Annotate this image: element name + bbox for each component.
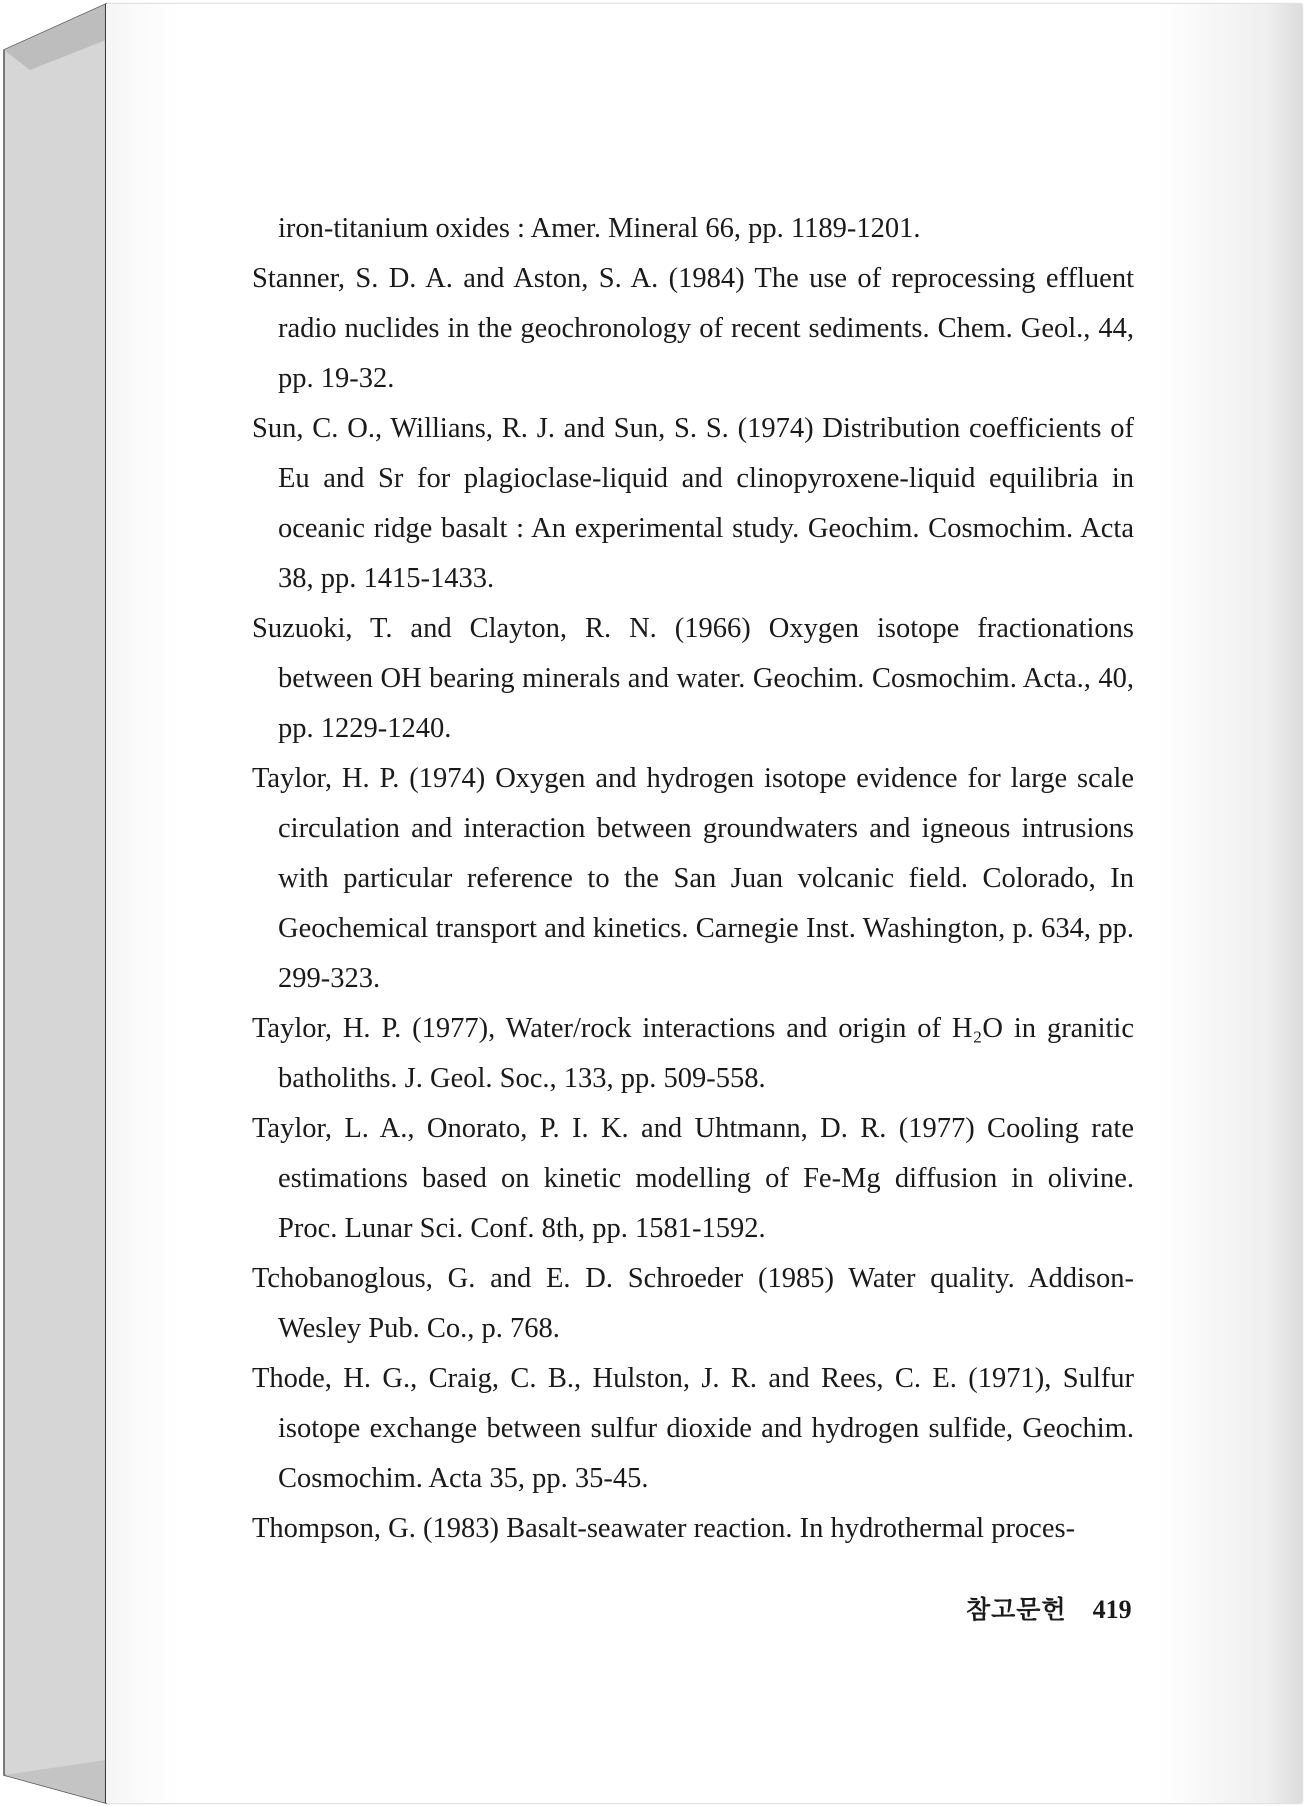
reference-entry-taylor-la: Taylor, L. A., Onorato, P. I. K. and Uhtmann, D. R. (1977) Cooling rate estimations based on kinetic modelling of Fe-Mg diffusion in olivine. Proc. Lunar Sci. Conf. 8th, pp. 1581-1592. bbox=[252, 1113, 1134, 1244]
reference-entry-stanner: Stanner, S. D. A. and Aston, S. A. (1984) The use of reprocessing effluent radio nuclides in the geochronology of recent sediments. Chem. Geol., 44, pp. 19-32. bbox=[252, 263, 1134, 394]
reference-entry-taylor-1974: Taylor, H. P. (1974) Oxygen and hydrogen isotope evidence for large scale circulation and interaction between groundwaters and igneous intrusions with particular reference to the San Juan volcanic field. Colorado, In Geochemical transport and kinetics. Carnegie Inst. Washington, p. 634, pp. 299-323. bbox=[252, 763, 1134, 994]
page-number: 419 bbox=[1092, 1595, 1132, 1624]
running-head: 참고문헌 bbox=[966, 1595, 1067, 1624]
page-footer bbox=[966, 1590, 1132, 1626]
reference-entry-thode: Thode, H. G., Craig, C. B., Hulston, J. R. and Rees, C. E. (1971), Sulfur isotope exchange between sulfur dioxide and hydrogen sulfide, Geochim. Cosmochim. Acta 35, pp. 35-45. bbox=[252, 1363, 1134, 1494]
reference-list bbox=[252, 204, 1134, 1554]
reference-entry-taylor-1977: Taylor, H. P. (1977), Water/rock interactions and origin of H₂O in granitic batholiths. J. Geol. Soc., 133, pp. 509-558. bbox=[252, 1013, 1134, 1094]
reference-entry-tchobanoglous: Tchobanoglous, G. and E. D. Schroeder (1985) Water quality. Addison-Wesley Pub. Co., p. 768. bbox=[252, 1263, 1134, 1344]
reference-entry-suzuoki: Suzuoki, T. and Clayton, R. N. (1966) Oxygen isotope fractionations between OH bearing minerals and water. Geochim. Cosmochim. Acta., 40, pp. 1229-1240. bbox=[252, 613, 1134, 744]
reference-entry-thompson: Thompson, G. (1983) Basalt-seawater reaction. In hydrothermal proces- bbox=[252, 1513, 1076, 1544]
reference-entry-continuation: iron-titanium oxides : Amer. Mineral 66, pp. 1189-1201. bbox=[278, 213, 921, 244]
reference-entry-sun: Sun, C. O., Willians, R. J. and Sun, S. S. (1974) Distribution coefficients of Eu and Sr for plagioclase-liquid and clinopyroxene-liquid equilibria in oceanic ridge basalt : An experimental study. Geochim. Cosmochim. Acta 38, pp. 1415-1433. bbox=[252, 413, 1134, 594]
